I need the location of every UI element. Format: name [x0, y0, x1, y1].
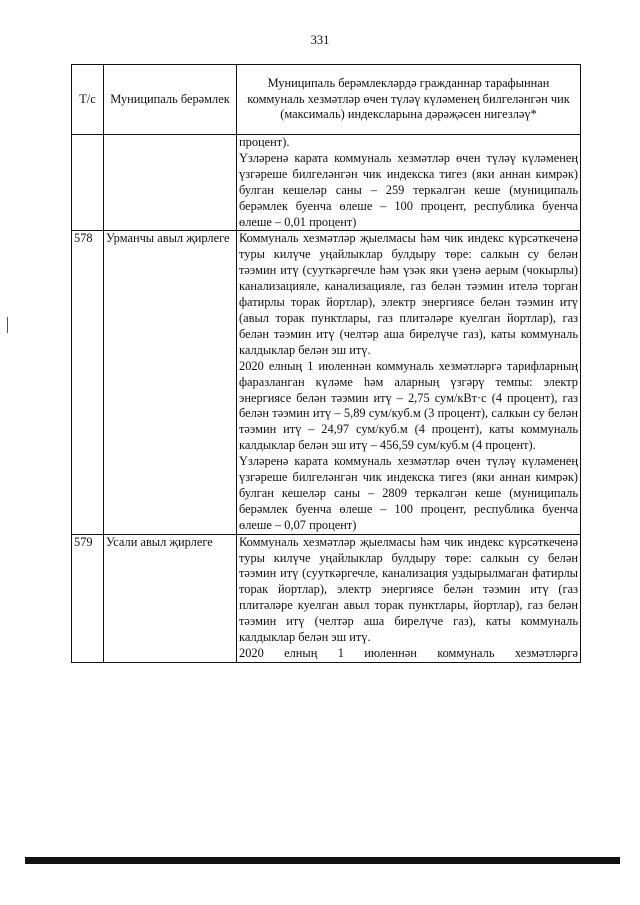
- row-description: [237, 231, 581, 534]
- row-number: [72, 135, 104, 231]
- utility-index-table: [71, 64, 581, 663]
- header-description: Муниципаль берәмлекләрдә гражданнар тарафыннан коммуналь хезмәтләр өчен түләү күләменең билгеләнгән чик (максималь) индексларына дәрәҗәсен нигезләү*: [237, 65, 581, 135]
- row-description: [237, 534, 581, 662]
- table-row: [72, 534, 581, 662]
- table-header-row: [72, 65, 581, 135]
- row-municipality: Усали авыл җирлеге: [104, 534, 237, 662]
- description-paragraph: Коммуналь хезмәтләр җыелмасы һәм чик индекс күрсәткеченә туры килүче уңайлыклар булдыру төре: салкын су белән тәэмин итү (сууткәргечле һәм үзәк яки үзенә аерым (чокырлы) канализацияле, канализацияле, газ белән тәэмин ителә торган фатирлы торак йортлар), электр энергиясе белән тәэмин итү (авыл торак пунктлары, газ плитәләре куелган йортлар), газ белән тәэмин итү (челтәр аша бирелүче газ), каты коммуналь калдыклар белән эш итү.: [239, 231, 578, 357]
- header-municipality: Муниципаль берәмлек: [104, 65, 237, 135]
- description-paragraph: 2020 елның 1 июленнән коммуналь хезмәтләргә тарифларның фаразланган күләме һәм аларның үзгәрү темпы: электр энергиясе белән тәэмин итү – 2,75 сум/кВт·с (4 процент), газ белән тәэмин итү – 5,89 сум/куб.м (3 процент), салкын су белән тәэмин итү – 24,97 сум/куб.м (4 процент), каты коммуналь калдыклар белән эш итү – 456,59 сум/куб.м (4 процент).: [239, 358, 578, 453]
- bottom-rule: [25, 857, 620, 864]
- page-number: 331: [310, 33, 330, 47]
- row-description: [237, 135, 581, 231]
- row-number: 578: [72, 231, 104, 534]
- description-paragraph: Үзләренә карата коммуналь хезмәтләр өчен түләү күләменең үзгәреше билгеләнгән чик индекска тигез (яки аннан кимрәк) булган кешеләр саны – 2809 теркәлгән кеше (муниципаль берәмлек буенча өлеше – 100 процент, республика буенча өлеше – 0,07 процент): [239, 454, 578, 532]
- margin-mark: [7, 317, 8, 333]
- description-paragraph: процент).: [239, 135, 290, 149]
- description-paragraph: Коммуналь хезмәтләр җыелмасы һәм чик индекс күрсәткеченә туры килүче уңайлыклар булдыру төре: салкын су белән тәэмин итү (сууткәргечле, канализация уздырылмаган фатирлы торак йортлар), электр энергиясе белән тәэмин итү (газ плитәләре куелган авыл торак пунктлары, йортлар), газ белән тәэмин итү (челтәр аша бирелүче газ), каты коммуналь калдыклар белән эш итү.: [239, 534, 578, 645]
- table-row: [72, 231, 581, 534]
- row-municipality: [104, 135, 237, 231]
- table-row: [72, 135, 581, 231]
- row-municipality: Урманчы авыл җирлеге: [104, 231, 237, 534]
- description-paragraph: Үзләренә карата коммуналь хезмәтләр өчен түләү күләменең үзгәреше билгеләнгән чик индекска тигез (яки аннан кимрәк) булган кешеләр саны – 259 теркәлгән кеше (муниципаль берәмлек буенча өлеше – 100 процент, республика буенча өлеше – 0,01 процент): [239, 150, 578, 229]
- row-number: 579: [72, 534, 104, 662]
- header-number: Т/с: [72, 65, 104, 135]
- description-paragraph: 2020 елның 1 июленнән коммуналь хезмәтләргә: [239, 646, 578, 660]
